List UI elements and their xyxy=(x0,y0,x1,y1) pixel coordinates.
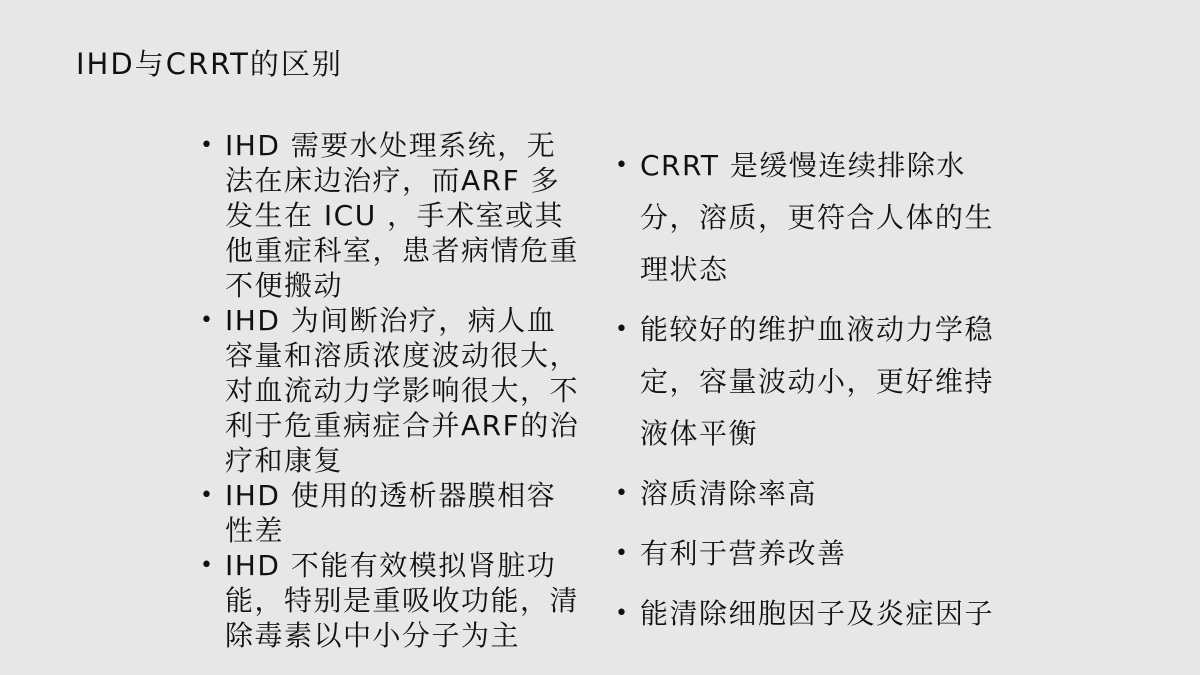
list-item xyxy=(615,528,1005,580)
bullet-text: IHD 不能有效模拟肾脏功能，特别是重吸收功能，清除毒素以中小分子为主 xyxy=(225,549,580,652)
bullet-text: IHD 为间断治疗，病人血容量和溶质浓度波动很大，对血流动力学影响很大，不利于危重病症合并ARF的治疗和康复 xyxy=(225,304,580,477)
bullet-text: 能较好的维护血液动力学稳定，容量波动小，更好维持液体平衡 xyxy=(640,313,995,450)
list-item xyxy=(615,468,1005,520)
bullet-text: 有利于营养改善 xyxy=(640,537,847,570)
bullet-icon: • xyxy=(200,308,215,333)
list-item xyxy=(615,304,1005,460)
crrt-bullet-list xyxy=(615,140,1005,648)
bullet-icon: • xyxy=(200,133,215,158)
bullet-icon: • xyxy=(615,541,630,566)
list-item xyxy=(200,478,580,548)
bullet-text: IHD 使用的透析器膜相容性差 xyxy=(225,479,557,547)
bullet-text: CRRT 是缓慢连续排除水分，溶质，更符合人体的生理状态 xyxy=(640,149,995,286)
bullet-icon: • xyxy=(615,153,630,178)
list-item xyxy=(200,128,580,303)
bullet-icon: • xyxy=(615,601,630,626)
list-item xyxy=(615,588,1005,640)
bullet-text: IHD 需要水处理系统，无法在床边治疗，而ARF 多发生在 ICU ，手术室或其他重症科室，患者病情危重不便搬动 xyxy=(225,129,580,302)
list-item xyxy=(615,140,1005,296)
bullet-text: 溶质清除率高 xyxy=(640,477,818,510)
bullet-icon: • xyxy=(200,483,215,508)
bullet-icon: • xyxy=(615,481,630,506)
bullet-icon: • xyxy=(200,553,215,578)
list-item xyxy=(200,548,580,653)
bullet-text: 能清除细胞因子及炎症因子 xyxy=(640,597,995,630)
slide-title: IHD与CRRT的区别 xyxy=(76,47,343,81)
list-item xyxy=(200,303,580,478)
bullet-icon: • xyxy=(615,317,630,342)
ihd-bullet-list xyxy=(200,128,580,653)
